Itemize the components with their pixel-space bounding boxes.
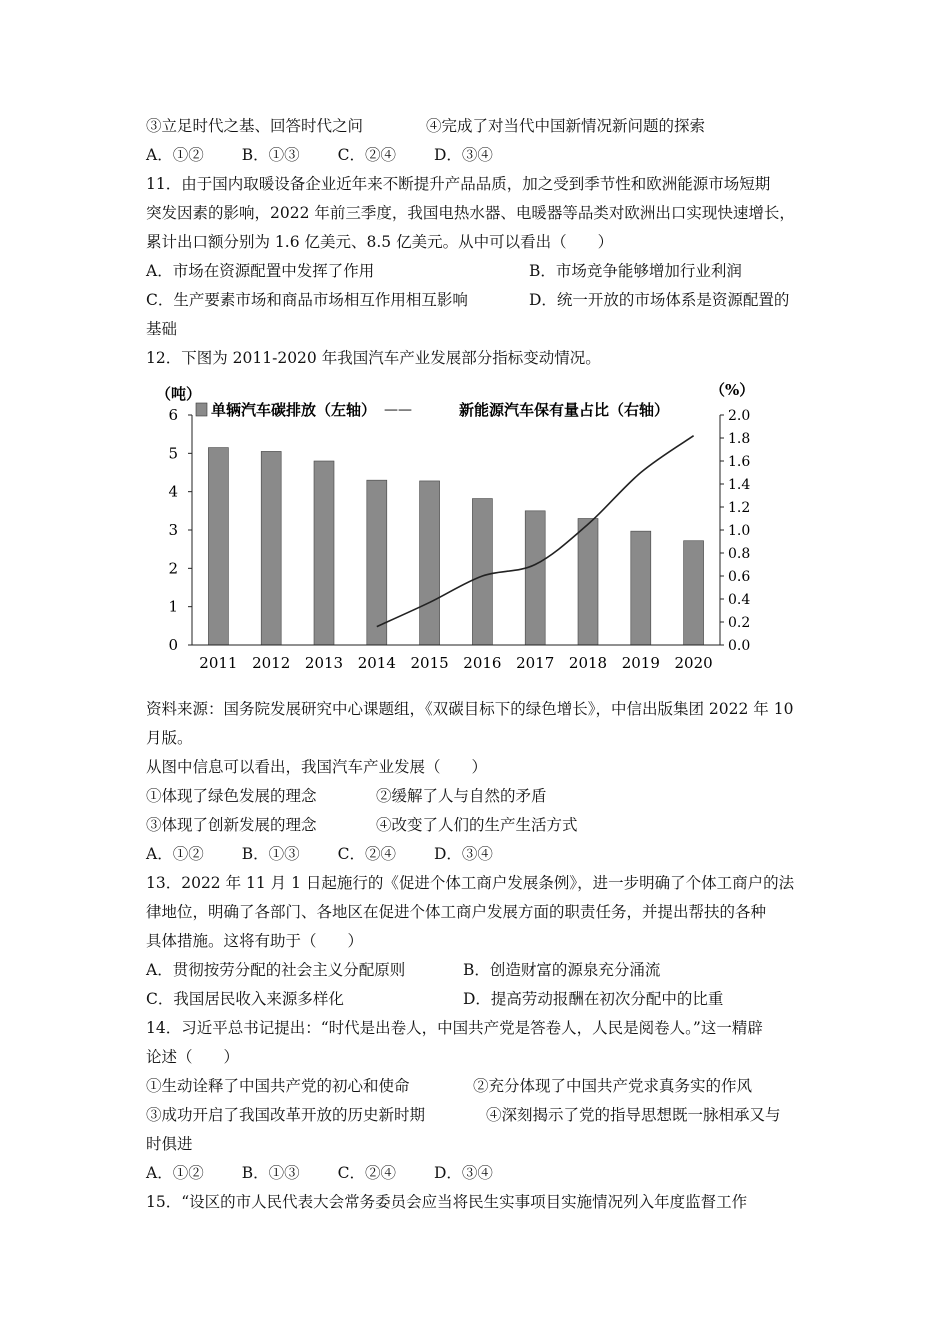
x-tick-label: 2018 <box>568 654 608 672</box>
q13-stem-3: 具体措施。这将有助于（ ） <box>146 932 364 950</box>
x-tick-label: 2014 <box>357 654 396 672</box>
right-tick-label: 1.4 <box>728 477 751 493</box>
chart <box>154 379 755 689</box>
q12-option-c: C．②④ <box>337 845 396 863</box>
left-tick-label: 3 <box>168 521 178 539</box>
right-tick-label: 1.6 <box>728 454 751 470</box>
q14-option-a: A．①② <box>146 1164 204 1182</box>
q10-option-a: A．①② <box>146 146 204 164</box>
q13-options-row-1 <box>146 956 812 985</box>
right-tick-label: 2.0 <box>728 408 751 424</box>
right-tick-label: 0.6 <box>728 569 751 585</box>
q10-options <box>146 141 812 170</box>
q13-stem-2: 律地位，明确了各部门、各地区在促进个体工商户发展方面的职责任务，并提出帮扶的各种 <box>146 903 767 921</box>
q11-options-row-1 <box>146 257 812 286</box>
right-tick-label: 0.8 <box>728 546 751 562</box>
left-tick-label: 0 <box>168 636 178 654</box>
q11-stem-3: 累计出口额分别为 1.6 亿美元、8.5 亿美元。从中可以看出（ ） <box>146 233 614 251</box>
q11-option-c: C．生产要素市场和商品市场相互作用相互影响 <box>146 291 468 309</box>
right-tick-label: 0.2 <box>728 615 751 631</box>
x-tick-label: 2017 <box>516 654 555 672</box>
bar-2015 <box>420 481 440 645</box>
q14-stem-2: 论述（ ） <box>146 1048 240 1066</box>
q13-options-row-2 <box>146 985 812 1014</box>
left-tick-label: 1 <box>168 597 178 616</box>
legend-bar-swatch <box>196 403 207 416</box>
right-tick-label: 1.2 <box>728 500 751 516</box>
x-axis-labels <box>199 654 712 672</box>
right-tick-label: 0.0 <box>728 638 751 654</box>
q11-option-d: D．统一开放的市场体系是资源配置的 <box>529 291 790 309</box>
q12-items-row-2 <box>146 811 812 840</box>
q12-item-2: ②缓解了人与自然的矛盾 <box>376 787 547 805</box>
q10-option-d: D．③④ <box>433 146 493 164</box>
x-tick-label: 2011 <box>199 654 238 672</box>
q14-stem-1: 14．习近平总书记提出：“时代是出卷人，中国共产党是答卷人，人民是阅卷人。”这一精辟 <box>146 1019 763 1037</box>
q11-options-row-2 <box>146 286 812 315</box>
exam-page <box>146 112 812 1217</box>
bar-2018 <box>578 519 598 646</box>
q13-option-d: D．提高劳动报酬在初次分配中的比重 <box>463 990 724 1008</box>
q12-option-d: D．③④ <box>433 845 493 863</box>
bar-2014 <box>367 480 387 645</box>
q14-options <box>146 1159 812 1188</box>
x-tick-label: 2020 <box>674 654 713 672</box>
q14-item-4-tail: 时俱进 <box>146 1135 193 1153</box>
q14-item-2: ②充分体现了中国共产党求真务实的作风 <box>473 1077 753 1095</box>
q12-source-1: 资料来源：国务院发展研究中心课题组，《双碳目标下的绿色增长》，中信出版集团 2022 年 10 <box>146 700 794 718</box>
q10-items-line <box>146 112 812 141</box>
q12-source-2: 月版。 <box>146 729 193 747</box>
q10-option-b: B．①③ <box>241 146 300 164</box>
bars <box>208 448 703 645</box>
q14-option-d: D．③④ <box>433 1164 493 1182</box>
q13-stem-1: 13．2022 年 11 月 1 日起施行的《促进个体工商户发展条例》，进一步明确了个体工商户的法 <box>146 874 795 892</box>
x-tick-label: 2019 <box>621 654 660 672</box>
q12-items-row-1 <box>146 782 812 811</box>
x-tick-label: 2013 <box>304 654 344 672</box>
bar-2019 <box>631 531 651 645</box>
q14-item-3: ③成功开启了我国改革开放的历史新时期 <box>146 1106 426 1124</box>
bar-2016 <box>472 499 492 645</box>
q14-option-c: C．②④ <box>337 1164 396 1182</box>
chart-svg <box>154 379 755 689</box>
q15-stem: 15．“设区的市人民代表大会常务委员会应当将民生实事项目实施情况列入年度监督工作 <box>146 1193 748 1211</box>
q14-item-4: ④深刻揭示了党的指导思想既一脉相承又与 <box>486 1106 781 1124</box>
bar-2017 <box>525 511 545 645</box>
legend-bar-label: 单辆汽车碳排放（左轴） <box>211 401 377 419</box>
left-tick-label: 6 <box>168 406 178 424</box>
q13-option-c: C．我国居民收入来源多样化 <box>146 990 344 1008</box>
q12-stem: 12．下图为 2011-2020 年我国汽车产业发展部分指标变动情况。 <box>146 349 601 367</box>
q12-item-1: ①体现了绿色发展的理念 <box>146 787 317 805</box>
legend-separator: —— <box>384 402 412 418</box>
q11-option-a: A．市场在资源配置中发挥了作用 <box>146 262 375 280</box>
q11-option-b: B．市场竞争能够增加行业利润 <box>529 262 742 280</box>
legend-line-label: 新能源汽车保有量占比（右轴） <box>459 401 670 419</box>
q13-option-b: B．创造财富的源泉充分涌流 <box>463 961 661 979</box>
q10-option-c: C．②④ <box>337 146 396 164</box>
left-tick-label: 5 <box>168 444 178 463</box>
right-tick-label: 0.4 <box>728 592 751 608</box>
q14-items-row-1 <box>146 1072 812 1101</box>
q14-item-1: ①生动诠释了中国共产党的初心和使命 <box>146 1077 410 1095</box>
bar-2013 <box>314 461 334 645</box>
q10-item-3: ③立足时代之基、回答时代之问 <box>146 117 364 135</box>
bar-2012 <box>261 451 281 645</box>
q11-option-d-tail: 基础 <box>146 320 178 338</box>
q12-item-4: ④改变了人们的生产生活方式 <box>376 816 578 834</box>
right-axis-unit: （%） <box>710 381 755 399</box>
q12-option-b: B．①③ <box>241 845 300 863</box>
q13-option-a: A．贯彻按劳分配的社会主义分配原则 <box>146 961 406 979</box>
right-tick-label: 1.8 <box>728 431 751 447</box>
left-tick-label: 2 <box>168 559 178 578</box>
x-tick-label: 2016 <box>463 654 502 672</box>
right-tick-label: 1.0 <box>728 523 751 539</box>
left-axis-unit: （吨） <box>156 385 202 403</box>
q12-item-3: ③体现了创新发展的理念 <box>146 816 317 834</box>
q14-items-row-2 <box>146 1101 812 1130</box>
bar-2020 <box>684 541 704 645</box>
q11-stem-2: 突发因素的影响，2022 年前三季度，我国电热水器、电暖器等品类对欧洲出口实现快速增长， <box>146 204 795 222</box>
q12-option-a: A．①② <box>146 845 204 863</box>
x-tick-label: 2015 <box>410 654 449 672</box>
left-axis-ticks <box>168 406 192 654</box>
q10-item-4: ④完成了对当代中国新情况新问题的探索 <box>426 117 706 135</box>
q12-options <box>146 840 812 869</box>
bar-2011 <box>208 448 228 645</box>
left-tick-label: 4 <box>168 482 178 501</box>
q14-option-b: B．①③ <box>241 1164 300 1182</box>
right-axis-ticks <box>720 408 750 654</box>
x-tick-label: 2012 <box>252 654 291 672</box>
q11-stem-1: 11．由于国内取暖设备企业近年来不断提升产品品质，加之受到季节性和欧洲能源市场短期 <box>146 175 771 193</box>
legend <box>196 401 669 419</box>
q12-question: 从图中信息可以看出，我国汽车产业发展（ ） <box>146 758 488 776</box>
